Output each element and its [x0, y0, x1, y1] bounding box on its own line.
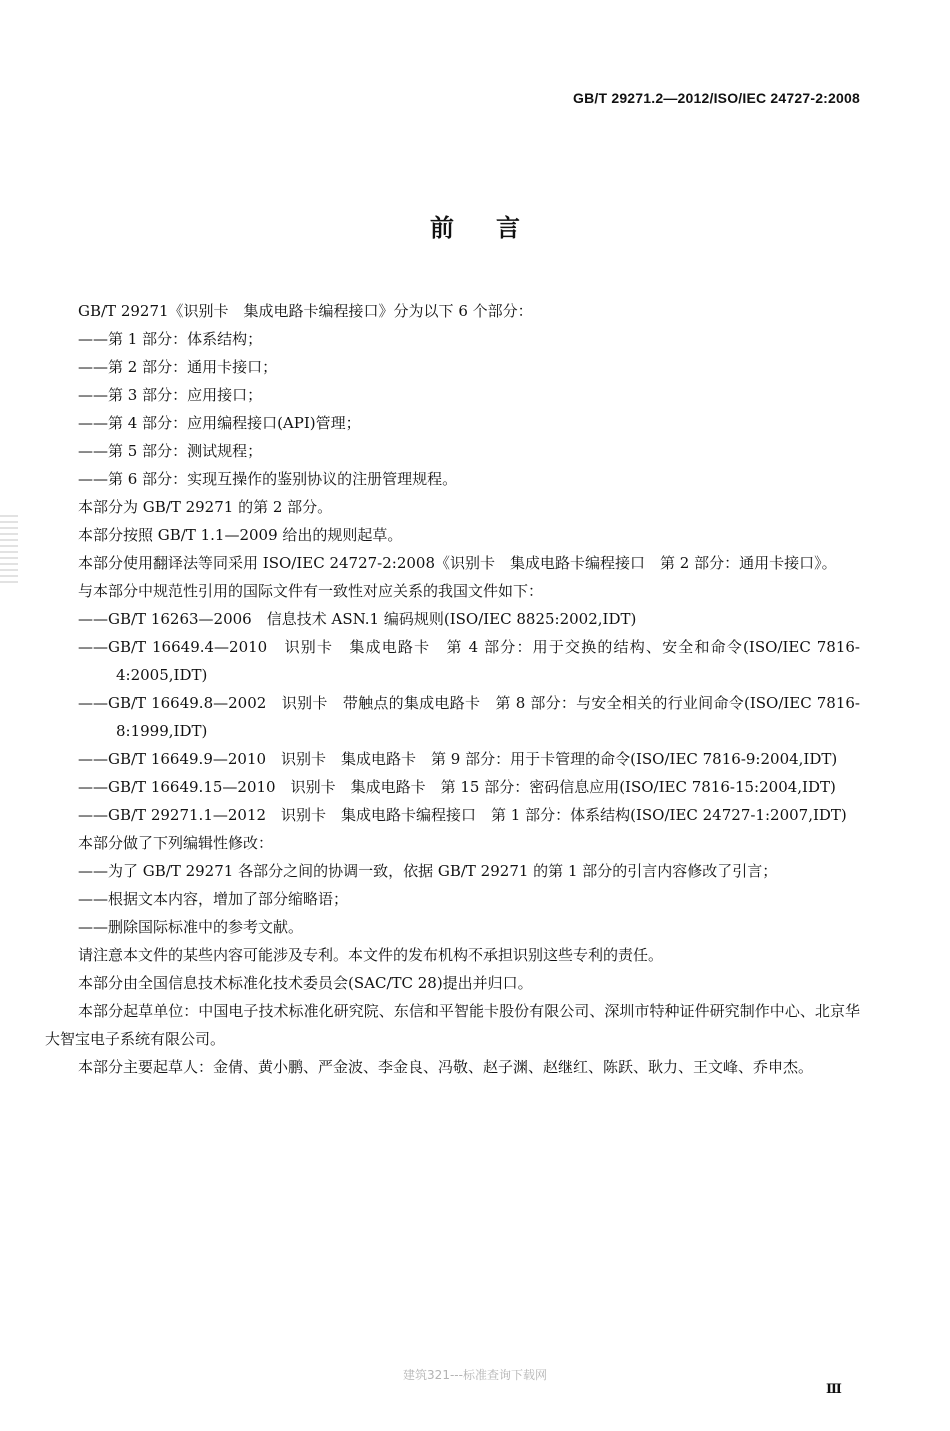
paragraph: 本部分按照 GB/T 1.1—2009 给出的规则起草。 [78, 526, 403, 544]
list-item: ——删除国际标准中的参考文献。 [78, 918, 304, 936]
paragraph: 本部分为 GB/T 29271 的第 2 部分。 [78, 498, 333, 516]
list-item: ——第 4 部分：应用编程接口(API)管理； [78, 414, 361, 432]
list-item: ——第 1 部分：体系结构； [78, 330, 263, 348]
paragraph: 本部分由全国信息技术标准化技术委员会(SAC/TC 28)提出并归口。 [78, 974, 533, 992]
list-item: ——第 3 部分：应用接口； [78, 386, 263, 404]
paragraph: GB/T 29271《识别卡 集成电路卡编程接口》分为以下 6 个部分： [78, 302, 533, 320]
page-title: 前言 [430, 213, 562, 242]
footer-watermark: 建筑321---标准查询下载网 [403, 1368, 547, 1382]
paragraph: 本部分主要起草人：金倩、黄小鹏、严金波、李金良、冯敬、赵子渊、赵继红、陈跃、耿力、王文峰、乔申杰。 [78, 1058, 814, 1076]
list-item: ——GB/T 16649.15—2010 识别卡 集成电路卡 第 15 部分：密码信息应用(ISO/IEC 7816-15:2004,IDT) [78, 778, 836, 796]
list-item: ——第 2 部分：通用卡接口； [78, 358, 278, 376]
paragraph: 本部分使用翻译法等同采用 ISO/IEC 24727-2:2008《识别卡 集成电路卡编程接口 第 2 部分：通用卡接口》。 [78, 554, 837, 572]
list-item: ——第 5 部分：测试规程； [78, 442, 263, 460]
scan-artifact [0, 515, 18, 585]
standard-code-header: GB/T 29271.2—2012/ISO/IEC 24727-2:2008 [573, 90, 860, 106]
foreword-body [45, 297, 860, 1081]
paragraph: 本部分起草单位：中国电子技术标准化研究院、东信和平智能卡股份有限公司、深圳市特种证件研究制作中心、北京华大智宝电子系统有限公司。 [45, 1002, 860, 1048]
list-item: ——GB/T 16649.9—2010 识别卡 集成电路卡 第 9 部分：用于卡管理的命令(ISO/IEC 7816-9:2004,IDT) [78, 750, 838, 768]
paragraph: 本部分做了下列编辑性修改： [78, 834, 274, 852]
list-item: ——GB/T 29271.1—2012 识别卡 集成电路卡编程接口 第 1 部分：体系结构(ISO/IEC 24727-1:2007,IDT) [78, 806, 847, 824]
paragraph: 与本部分中规范性引用的国际文件有一致性对应关系的我国文件如下： [78, 582, 544, 600]
list-item: ——第 6 部分：实现互操作的鉴别协议的注册管理规程。 [78, 470, 458, 488]
list-item: ——根据文本内容，增加了部分缩略语； [78, 890, 349, 908]
list-item: ——GB/T 16649.4—2010 识别卡 集成电路卡 第 4 部分：用于交换的结构、安全和命令(ISO/IEC 7816-4:2005,IDT) [78, 638, 860, 684]
paragraph: 请注意本文件的某些内容可能涉及专利。本文件的发布机构不承担识别这些专利的责任。 [78, 946, 664, 964]
list-item: ——为了 GB/T 29271 各部分之间的协调一致，依据 GB/T 29271 的第 1 部分的引言内容修改了引言； [78, 862, 778, 880]
page-number: Ⅲ [826, 1382, 842, 1397]
list-item: ——GB/T 16263—2006 信息技术 ASN.1 编码规则(ISO/IEC 8825:2002,IDT) [78, 610, 637, 628]
list-item: ——GB/T 16649.8—2002 识别卡 带触点的集成电路卡 第 8 部分：与安全相关的行业间命令(ISO/IEC 7816-8:1999,IDT) [78, 694, 860, 740]
